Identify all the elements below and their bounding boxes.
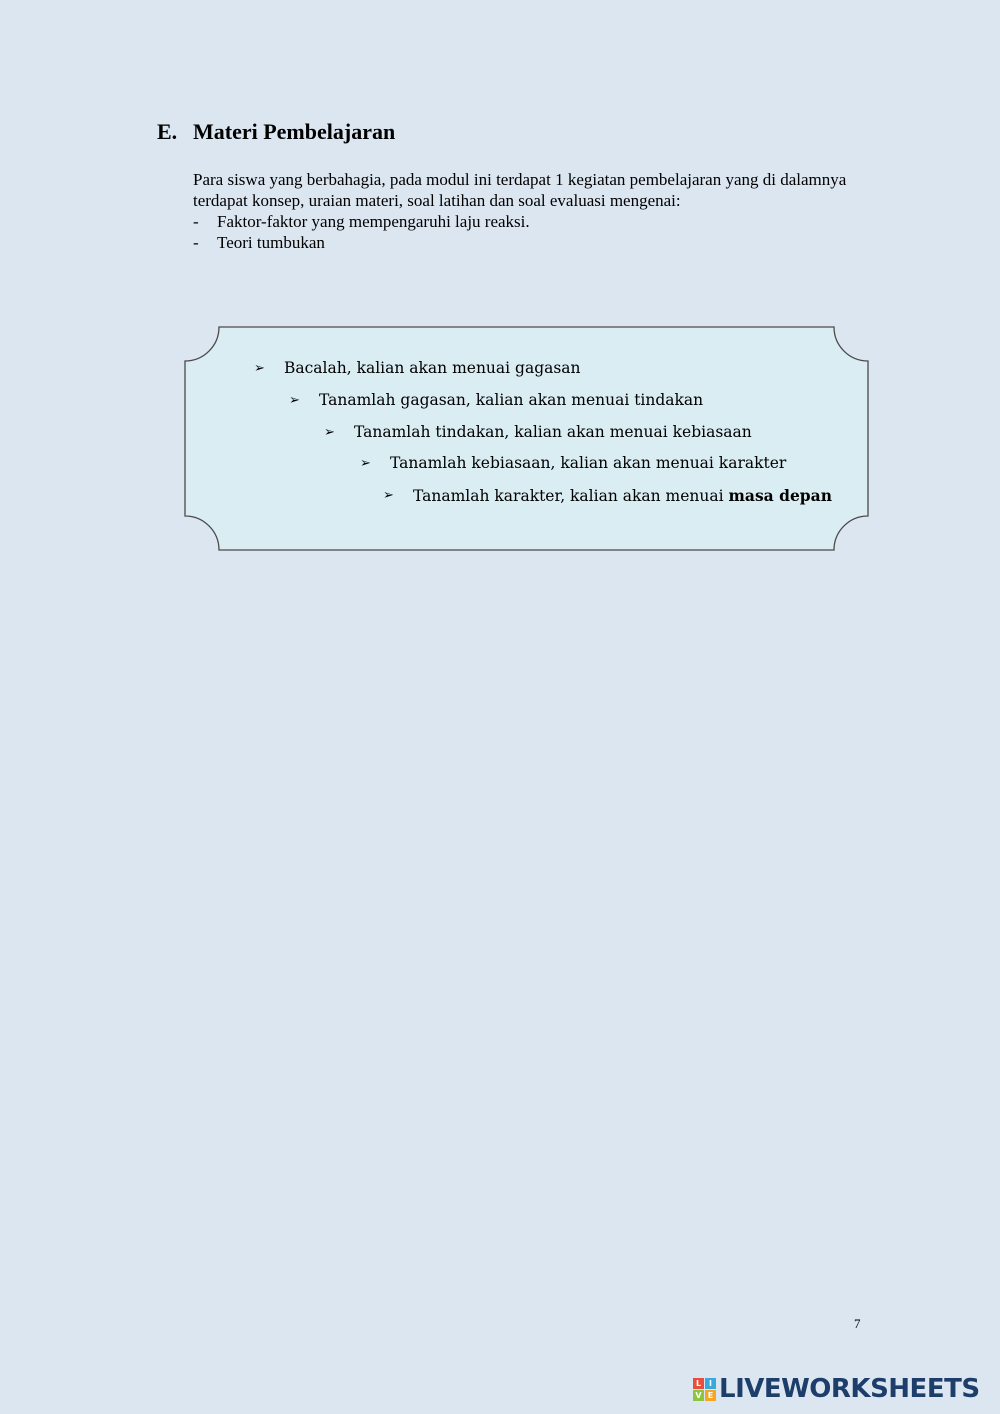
arrow-bullet-icon: ➢ — [383, 488, 394, 503]
quote-line-2 — [289, 391, 703, 409]
quote-line-4 — [360, 454, 786, 472]
intro-paragraph: Para siswa yang berbahagia, pada modul ini terdapat 1 kegiatan pembelajaran yang di dalamnya terdapat konsep, uraian materi, soal latihan dan soal evaluasi mengenai: — [193, 170, 847, 210]
page-number: 7 — [854, 1316, 861, 1331]
topic-text: Faktor-faktor yang mempengaruhi laju reaksi. — [217, 212, 530, 231]
quote-text: Tanamlah karakter, kalian akan menuai — [413, 486, 724, 505]
topic-list — [193, 211, 853, 253]
intro-block — [193, 169, 853, 253]
arrow-bullet-icon: ➢ — [254, 360, 265, 376]
quote-line-1 — [254, 359, 581, 377]
topic-item — [193, 211, 853, 232]
section-title: Materi Pembelajaran — [193, 119, 396, 144]
brand-name: LIVEWORKSHEETS — [719, 1374, 980, 1404]
section-heading — [157, 119, 395, 145]
logo-letter: V — [693, 1390, 704, 1401]
logo-letter: I — [705, 1378, 716, 1389]
quote-text: Tanamlah kebiasaan, kalian akan menuai karakter — [390, 454, 787, 472]
topic-item — [193, 232, 853, 253]
quote-text: Tanamlah tindakan, kalian akan menuai kebiasaan — [354, 423, 752, 441]
quote-text: Bacalah, kalian akan menuai gagasan — [284, 359, 581, 377]
brand-watermark — [693, 1374, 980, 1404]
logo-letter: E — [705, 1390, 716, 1401]
arrow-bullet-icon: ➢ — [289, 392, 300, 408]
quote-text: Tanamlah gagasan, kalian akan menuai tindakan — [319, 391, 704, 409]
quote-line-5 — [383, 486, 832, 505]
quote-emphasis: masa depan — [728, 486, 832, 505]
topic-text: Teori tumbukan — [217, 233, 325, 252]
liveworksheets-logo-icon — [693, 1378, 716, 1401]
quote-frame — [184, 326, 869, 551]
arrow-bullet-icon: ➢ — [360, 455, 371, 471]
dash-bullet: - — [193, 212, 199, 231]
arrow-bullet-icon: ➢ — [324, 424, 335, 440]
logo-letter: L — [693, 1378, 704, 1389]
section-letter: E. — [157, 119, 178, 144]
dash-bullet: - — [193, 233, 199, 252]
quote-line-3 — [324, 423, 752, 441]
